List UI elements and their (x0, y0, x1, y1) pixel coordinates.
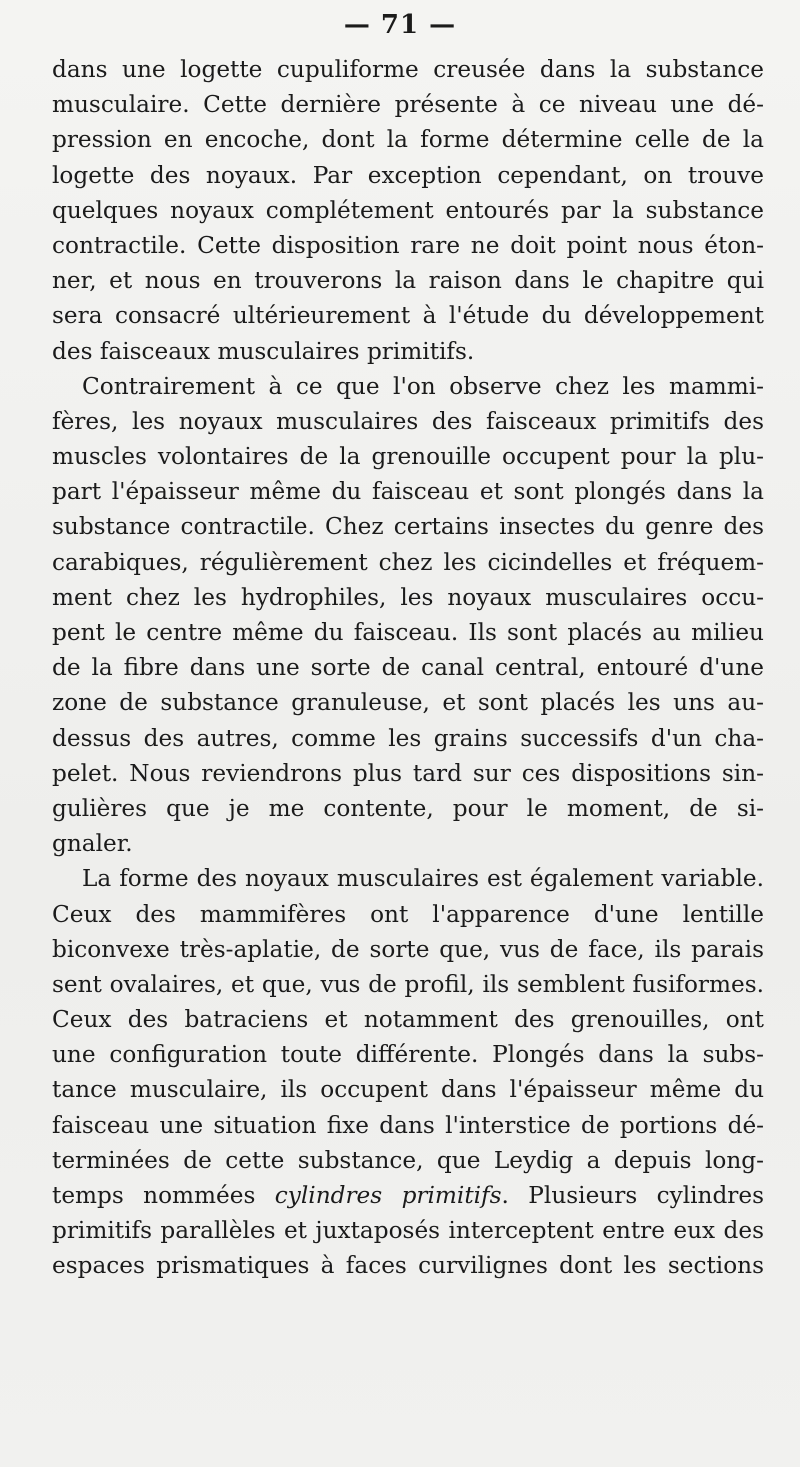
text-line: La forme des noyaux musculaires est également variable. (82, 865, 764, 893)
body-text (52, 52, 764, 1284)
text-line: gnaler. (52, 830, 133, 858)
text-line: espaces prismatiques à faces curvilignes dont les sections (52, 1252, 764, 1280)
text-line: Contrairement à ce que l'on observe chez les mammi- (82, 372, 764, 400)
text-line: dessus des autres, comme les grains successifs d'un cha- (52, 724, 764, 752)
text-segment: temps nommées (52, 1182, 275, 1209)
text-segment: . Plusieurs cylindres (501, 1182, 765, 1209)
text-line: des faisceaux musculaires primitifs. (52, 337, 475, 365)
text-line: pelet. Nous reviendrons plus tard sur ces dispositions sin- (52, 759, 764, 787)
paragraph-1 (52, 52, 764, 369)
text-line: carabiques, régulièrement chez les cicindelles et fréquem- (52, 548, 764, 576)
text-line: une configuration toute différente. Plongés dans la subs- (52, 1041, 764, 1069)
text-line: logette des noyaux. Par exception cependant, on trouve (52, 161, 764, 189)
text-line: contractile. Cette disposition rare ne doit point nous éton- (52, 231, 764, 259)
text-line: sent ovalaires, et que, vus de profil, ils semblent fusiformes. (52, 970, 764, 998)
text-line: dans une logette cupuliforme creusée dans la substance (52, 56, 764, 83)
page-number: — 71 — (343, 10, 457, 40)
text-line: substance contractile. Chez certains insectes du genre des (52, 513, 764, 541)
text-line: Ceux des mammifères ont l'apparence d'une lentille (52, 900, 764, 928)
text-line: ner, et nous en trouverons la raison dans le chapitre qui (52, 267, 764, 295)
text-line: ment chez les hydrophiles, les noyaux musculaires occu- (52, 583, 764, 611)
text-line-with-italic (52, 1178, 764, 1213)
text-line: biconvexe très-aplatie, de sorte que, vus de face, ils parais (52, 935, 764, 963)
text-line: zone de substance granuleuse, et sont placés les uns au- (52, 689, 764, 717)
text-line: pression en encoche, dont la forme détermine celle de la (52, 126, 764, 154)
text-line: musculaire. Cette dernière présente à ce niveau une dé- (52, 91, 764, 119)
text-line: part l'épaisseur même du faisceau et sont plongés dans la (52, 478, 764, 506)
paragraph-2 (52, 369, 764, 862)
text-line: muscles volontaires de la grenouille occupent pour la plu- (52, 443, 764, 471)
text-line: gulières que je me contente, pour le moment, de si- (52, 794, 764, 822)
text-line: Ceux des batraciens et notamment des grenouilles, ont (52, 1006, 764, 1034)
paragraph-3 (52, 861, 764, 1283)
text-line: de la fibre dans une sorte de canal central, entouré d'une (52, 654, 764, 682)
text-line: primitifs parallèles et juxtaposés interceptent entre eux des (52, 1217, 764, 1245)
text-line: terminées de cette substance, que Leydig a depuis long- (52, 1146, 764, 1174)
text-line: quelques noyaux complétement entourés par la substance (52, 196, 764, 224)
text-line: pent le centre même du faisceau. Ils sont placés au milieu (52, 619, 764, 646)
italic-term: cylindres primitifs (274, 1182, 502, 1209)
text-line: fères, les noyaux musculaires des faisceaux primitifs des (52, 407, 764, 435)
text-line: tance musculaire, ils occupent dans l'épaisseur même du (52, 1076, 764, 1104)
text-line: sera consacré ultérieurement à l'étude du développement (52, 302, 764, 330)
text-line: faisceau une situation fixe dans l'interstice de portions dé- (52, 1111, 764, 1139)
